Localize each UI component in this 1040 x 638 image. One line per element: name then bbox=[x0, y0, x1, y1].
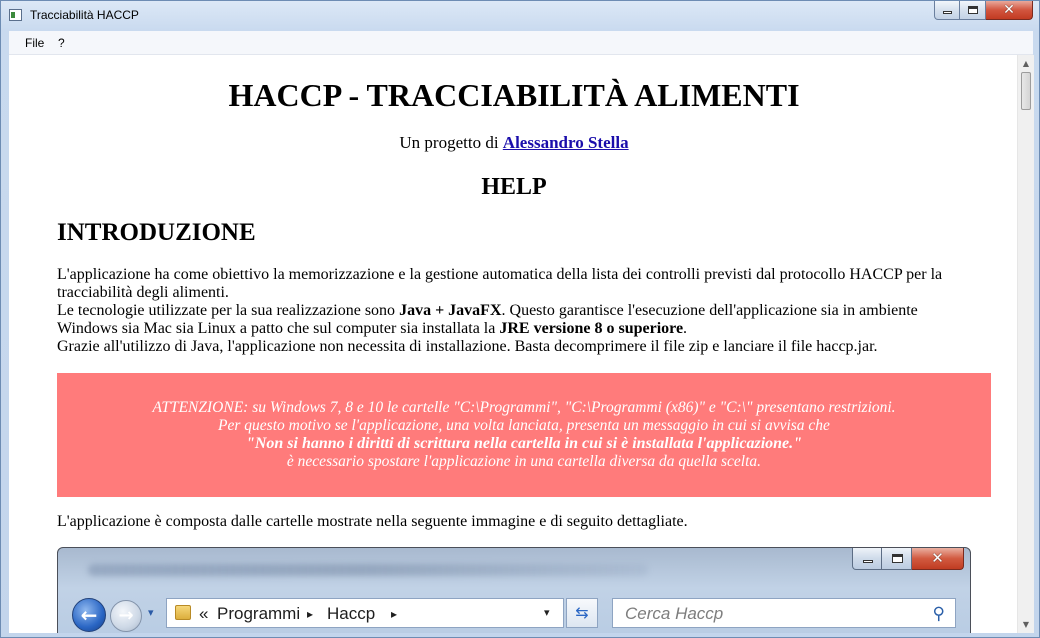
minimize-icon bbox=[863, 560, 873, 563]
close-icon: ✕ bbox=[1003, 2, 1015, 18]
maximize-icon bbox=[892, 554, 903, 563]
refresh-icon: ⇆ bbox=[566, 598, 598, 628]
address-overflow: « bbox=[199, 604, 209, 623]
intro-line-1: L'applicazione ha come obiettivo la memorizzazione e la gestione automatica della lista dei controlli previsti dal protocollo HACCP per la tracciabilità degli alimenti. bbox=[57, 266, 943, 301]
subtitle bbox=[9, 133, 1017, 153]
warning-box bbox=[57, 373, 991, 497]
author-link[interactable]: Alessandro Stella bbox=[502, 133, 629, 152]
chevron-down-icon: ▾ bbox=[544, 606, 550, 619]
menu-file[interactable]: File bbox=[25, 36, 45, 50]
warning-line-4: è necessario spostare l'applicazione in una cartella diversa da quella scelta. bbox=[286, 453, 762, 470]
minimize-button[interactable] bbox=[934, 1, 960, 20]
scroll-up-icon[interactable]: ▲ bbox=[1022, 59, 1030, 68]
maximize-icon bbox=[968, 6, 978, 14]
warning-line-2: Per questo motivo se l'applicazione, una volta lanciata, presenta un messaggio in cui si avvisa che bbox=[218, 417, 830, 434]
window-title: Tracciabilità HACCP bbox=[30, 8, 139, 22]
vertical-scrollbar[interactable] bbox=[1017, 55, 1034, 633]
screenshot-caption-buttons bbox=[852, 548, 964, 570]
folder-icon bbox=[175, 605, 191, 620]
close-button[interactable] bbox=[986, 1, 1033, 20]
chevron-right-icon: ▸ bbox=[307, 607, 314, 621]
address-part-haccp: Haccp bbox=[327, 604, 376, 623]
caption-buttons bbox=[934, 1, 1033, 20]
screenshot-maximize bbox=[882, 548, 912, 570]
chevron-right-icon: ▸ bbox=[391, 607, 398, 621]
search-icon: ⚲ bbox=[932, 604, 945, 624]
close-icon: ✕ bbox=[931, 549, 944, 567]
chevron-down-icon: ▾ bbox=[148, 606, 154, 619]
warning-line-3: "Non si hanno i diritti di scrittura nella cartella in cui si è installata l'applicazione." bbox=[245, 435, 803, 452]
address-bar bbox=[166, 598, 564, 628]
intro-paragraph bbox=[57, 266, 977, 356]
intro-line-2a: Le tecnologie utilizzate per la sua realizzazione sono bbox=[57, 302, 400, 319]
intro-jre: JRE versione 8 o superiore bbox=[499, 320, 684, 337]
search-box bbox=[612, 598, 956, 628]
intro-tech: Java + JavaFX bbox=[399, 302, 502, 319]
help-content bbox=[9, 55, 1017, 633]
subtitle-prefix: Un progetto di bbox=[399, 133, 503, 152]
warning-line-1: ATTENZIONE: su Windows 7, 8 e 10 le cartelle "C:\Programmi", "C:\Programmi (x86)" e "C:\" presentano restrizioni. bbox=[152, 399, 896, 416]
help-heading: HELP bbox=[481, 174, 547, 200]
menu-bar bbox=[9, 31, 1033, 55]
page-title: HACCP - TRACCIABILITÀ ALIMENTI bbox=[228, 77, 800, 113]
explorer-screenshot bbox=[57, 547, 971, 633]
address-part-programmi: Programmi bbox=[217, 604, 301, 623]
intro-line-3: Grazie all'utilizzo di Java, l'applicazione non necessita di installazione. Basta decomprimere il file zip e lanciare il file haccp.jar. bbox=[57, 338, 878, 355]
screenshot-minimize bbox=[852, 548, 882, 570]
intro-line-2c: . bbox=[683, 320, 688, 337]
maximize-button[interactable] bbox=[960, 1, 986, 20]
search-placeholder: Cerca Haccp bbox=[625, 604, 724, 623]
intro-heading: INTRODUZIONE bbox=[57, 219, 256, 246]
screenshot-close bbox=[912, 548, 964, 570]
menu-help[interactable]: ? bbox=[58, 36, 65, 50]
composition-text: L'applicazione è composta dalle cartelle mostrate nella seguente immagine e di seguito dettagliate. bbox=[57, 513, 688, 530]
app-icon bbox=[9, 9, 22, 21]
forward-arrow-icon: → bbox=[110, 600, 142, 632]
minimize-icon bbox=[943, 11, 952, 14]
scroll-down-icon[interactable]: ▼ bbox=[1022, 620, 1030, 629]
blurred-background bbox=[88, 564, 648, 576]
intro-line-2b: . Questo garantisce l'esecuzione dell'applicazione sia in ambiente Windows sia Mac sia Linux a patto che sul computer sia installata la bbox=[57, 302, 918, 337]
scroll-thumb[interactable] bbox=[1021, 72, 1031, 110]
title-bar bbox=[1, 1, 1039, 30]
back-arrow-icon: ← bbox=[72, 598, 106, 632]
